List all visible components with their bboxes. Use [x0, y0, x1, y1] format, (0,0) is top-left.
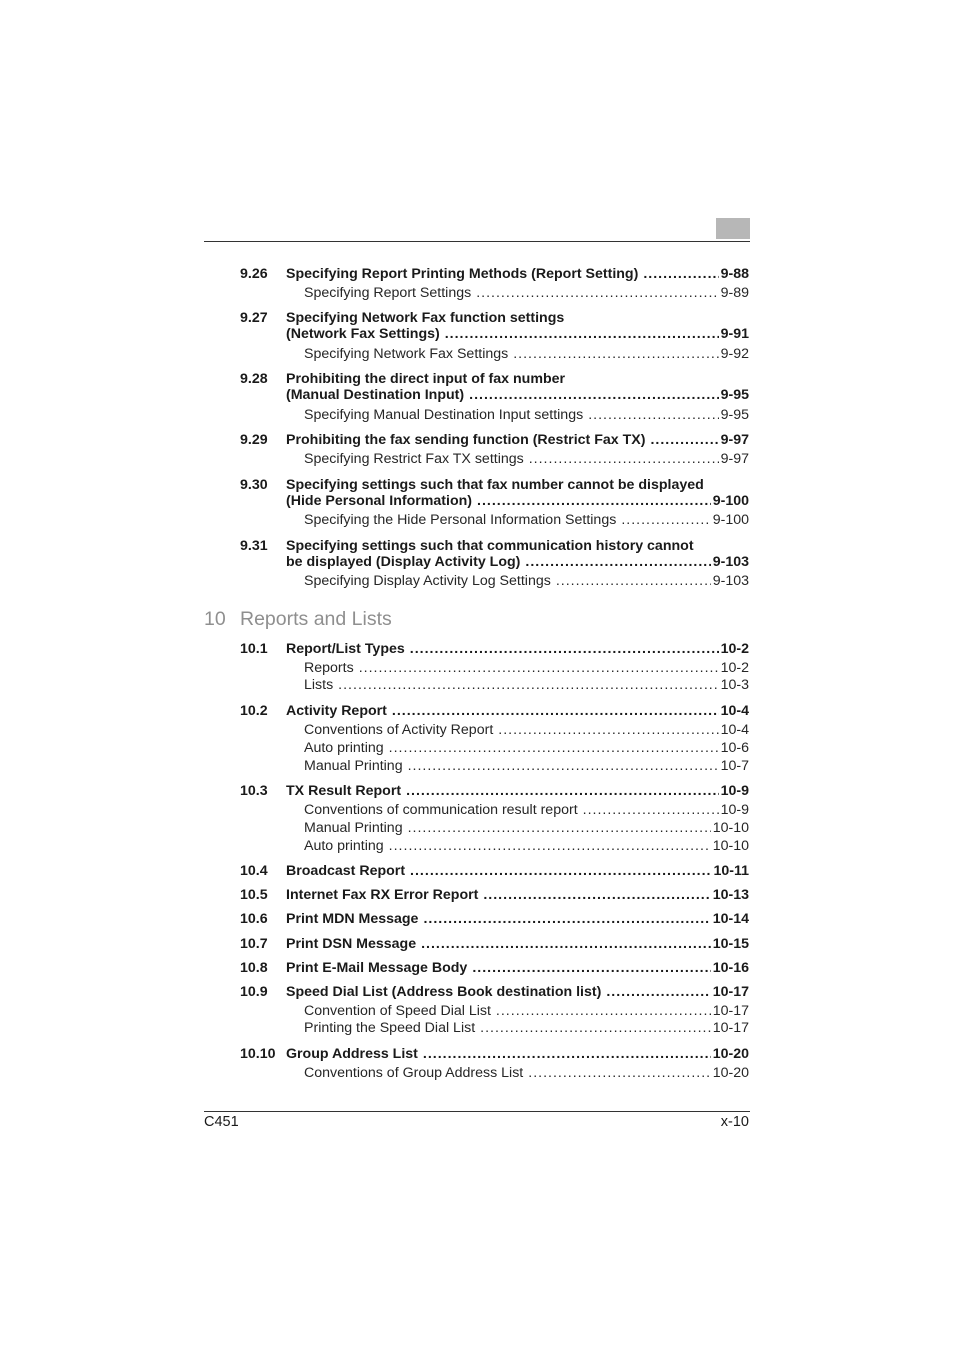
toc-entry[interactable]: [286, 863, 749, 880]
dot-leader: [389, 740, 719, 757]
toc-subentry-page: 10-10: [712, 838, 749, 854]
toc-entry-title-line1[interactable]: Specifying settings such that communication history cannot: [286, 538, 694, 554]
dot-leader: [588, 407, 718, 424]
toc-entry-title: be displayed (Display Activity Log): [286, 554, 521, 570]
toc-entry-page: 10-20: [712, 1046, 749, 1062]
toc-subentry[interactable]: [304, 1020, 749, 1037]
toc-entry-title-line1[interactable]: Specifying settings such that fax number cannot be displayed: [286, 477, 704, 493]
toc-entry-title: (Network Fax Settings): [286, 326, 440, 342]
dot-leader: [525, 554, 710, 571]
toc-subentry-title: Specifying Display Activity Log Settings: [304, 573, 551, 589]
toc-subentry[interactable]: [304, 660, 749, 677]
toc-subentry[interactable]: [304, 407, 749, 424]
toc-subentry-page: 9-95: [720, 407, 749, 423]
section-number: 10.4: [240, 863, 268, 879]
toc-subentry-title: Reports: [304, 660, 354, 676]
dot-leader: [469, 387, 718, 404]
toc-subentry-page: 10-17: [712, 1003, 749, 1019]
toc-entry-page: 10-2: [720, 641, 749, 657]
toc-subentry-title: Specifying Report Settings: [304, 285, 472, 301]
dot-leader: [621, 512, 710, 529]
dot-leader: [406, 783, 719, 800]
toc-entry-page: 9-97: [720, 432, 749, 448]
section-number: 10.7: [240, 936, 268, 952]
toc-entry[interactable]: [286, 493, 749, 510]
footer-model: C451: [204, 1114, 239, 1130]
toc-subentry-page: 9-97: [720, 451, 749, 467]
dot-leader: [477, 493, 711, 510]
toc-subentry-page: 9-103: [712, 573, 749, 589]
toc-entry[interactable]: [286, 1046, 749, 1063]
toc-entry-title: Report/List Types: [286, 641, 405, 657]
toc-subentry-title: Manual Printing: [304, 758, 403, 774]
toc-entry-page: 10-13: [712, 887, 749, 903]
toc-entry-title: Broadcast Report: [286, 863, 406, 879]
section-number: 10.2: [240, 703, 268, 719]
toc-entry-page: 9-88: [720, 266, 749, 282]
section-number: 10.3: [240, 783, 268, 799]
toc-entry-title: Specifying Report Printing Methods (Report Setting): [286, 266, 639, 282]
section-number: 9.27: [240, 310, 268, 326]
toc-entry[interactable]: [286, 641, 749, 658]
section-number: 10.6: [240, 911, 268, 927]
toc-entry-page: 9-103: [712, 554, 749, 570]
toc-subentry[interactable]: [304, 838, 749, 855]
dot-leader: [392, 703, 719, 720]
toc-entry[interactable]: [286, 984, 749, 1001]
dot-leader: [480, 1020, 711, 1037]
dot-leader: [528, 1065, 710, 1082]
toc-subentry[interactable]: [304, 346, 749, 363]
toc-subentry[interactable]: [304, 677, 749, 694]
toc-entry[interactable]: [286, 387, 749, 404]
toc-subentry-page: 10-17: [712, 1020, 749, 1036]
chapter-title: Reports and Lists: [240, 608, 392, 630]
toc-entry-title-line1[interactable]: Prohibiting the direct input of fax number: [286, 371, 566, 387]
section-number: 9.31: [240, 538, 268, 554]
dot-leader: [496, 1003, 711, 1020]
toc-subentry-title: Manual Printing: [304, 820, 403, 836]
toc-entry-title: Print MDN Message: [286, 911, 419, 927]
dot-leader: [423, 1046, 711, 1063]
toc-subentry-title: Conventions of communication result report: [304, 802, 578, 818]
toc-entry[interactable]: [286, 936, 749, 953]
toc-entry-title: Prohibiting the fax sending function (Restrict Fax TX): [286, 432, 646, 448]
section-number: 9.29: [240, 432, 268, 448]
toc-entry-title: Activity Report: [286, 703, 387, 719]
toc-subentry-page: 10-7: [720, 758, 749, 774]
toc-entry-page: 10-15: [712, 936, 749, 952]
toc-entry-title-line1[interactable]: Specifying Network Fax function settings: [286, 310, 565, 326]
toc-subentry-title: Specifying Manual Destination Input settings: [304, 407, 584, 423]
section-number: 10.8: [240, 960, 268, 976]
toc-subentry[interactable]: [304, 1003, 749, 1020]
toc-subentry-page: 9-100: [712, 512, 749, 528]
header-rule: [204, 241, 750, 242]
toc-entry-title: Internet Fax RX Error Report: [286, 887, 479, 903]
dot-leader: [408, 820, 711, 837]
header-tab-marker: [716, 218, 750, 239]
toc-entry-title: (Manual Destination Input): [286, 387, 465, 403]
toc-subentry-title: Specifying the Hide Personal Information Settings: [304, 512, 617, 528]
toc-subentry-title: Auto printing: [304, 838, 384, 854]
section-number: 9.28: [240, 371, 268, 387]
toc-entry[interactable]: [286, 703, 749, 720]
toc-entry-page: 10-4: [720, 703, 749, 719]
toc-subentry-title: Conventions of Group Address List: [304, 1065, 524, 1081]
toc-subentry-page: 10-4: [720, 722, 749, 738]
toc-subentry[interactable]: [304, 285, 749, 302]
toc-entry-title: (Hide Personal Information): [286, 493, 473, 509]
toc-subentry-page: 10-6: [720, 740, 749, 756]
dot-leader: [643, 266, 718, 283]
toc-subentry-page: 10-2: [720, 660, 749, 676]
toc-entry-title: Print E-Mail Message Body: [286, 960, 468, 976]
toc-entry-title: Print DSN Message: [286, 936, 417, 952]
section-number: 9.30: [240, 477, 268, 493]
toc-subentry[interactable]: [304, 802, 749, 819]
dot-leader: [583, 802, 719, 819]
toc-entry[interactable]: [286, 911, 749, 928]
dot-leader: [359, 660, 719, 677]
toc-entry[interactable]: [286, 960, 749, 977]
dot-leader: [410, 863, 711, 880]
dot-leader: [389, 838, 711, 855]
toc-subentry[interactable]: [304, 758, 749, 775]
dot-leader: [472, 960, 710, 977]
dot-leader: [483, 887, 710, 904]
toc-subentry[interactable]: [304, 740, 749, 757]
toc-subentry-title: Lists: [304, 677, 334, 693]
toc-subentry[interactable]: [304, 820, 749, 837]
toc-subentry-title: Convention of Speed Dial List: [304, 1003, 491, 1019]
toc-subentry[interactable]: [304, 512, 749, 529]
dot-leader: [556, 573, 711, 590]
toc-subentry[interactable]: [304, 722, 749, 739]
footer-page-number: x-10: [720, 1114, 749, 1130]
dot-leader: [338, 677, 718, 694]
toc-entry[interactable]: [286, 326, 749, 343]
dot-leader: [408, 758, 719, 775]
dot-leader: [529, 451, 719, 468]
dot-leader: [421, 936, 711, 953]
toc-entry-page: 9-95: [720, 387, 749, 403]
dot-leader: [476, 285, 718, 302]
dot-leader: [423, 911, 710, 928]
toc-entry-page: 10-11: [713, 863, 749, 879]
toc-entry-title: Speed Dial List (Address Book destination list): [286, 984, 602, 1000]
toc-subentry-title: Auto printing: [304, 740, 384, 756]
section-number: 10.5: [240, 887, 268, 903]
dot-leader: [498, 722, 718, 739]
dot-leader: [445, 326, 719, 343]
footer-rule: [204, 1111, 750, 1112]
section-number: 10.10: [240, 1046, 276, 1062]
toc-subentry-title: Specifying Network Fax Settings: [304, 346, 509, 362]
section-number: 10.1: [240, 641, 268, 657]
toc-entry-page: 10-9: [720, 783, 749, 799]
dot-leader: [410, 641, 719, 658]
toc-entry[interactable]: [286, 266, 749, 283]
toc-subentry-page: 9-89: [720, 285, 749, 301]
toc-subentry-title: Conventions of Activity Report: [304, 722, 494, 738]
toc-entry[interactable]: [286, 887, 749, 904]
toc-entry-page: 9-91: [720, 326, 749, 342]
toc-entry-title: TX Result Report: [286, 783, 402, 799]
toc-subentry-title: Printing the Speed Dial List: [304, 1020, 476, 1036]
dot-leader: [650, 432, 718, 449]
toc-entry[interactable]: [286, 554, 749, 571]
toc-entry[interactable]: [286, 432, 749, 449]
dot-leader: [513, 346, 718, 363]
toc-subentry-page: 10-3: [720, 677, 749, 693]
chapter-heading[interactable]: [204, 608, 392, 631]
toc-entry[interactable]: [286, 783, 749, 800]
toc-subentry-page: 10-10: [712, 820, 749, 836]
section-number: 9.26: [240, 266, 268, 282]
toc-subentry-page: 10-9: [720, 802, 749, 818]
toc-entry-page: 10-14: [712, 911, 749, 927]
toc-subentry-page: 9-92: [720, 346, 749, 362]
toc-entry-page: 10-16: [712, 960, 749, 976]
toc-subentry-title: Specifying Restrict Fax TX settings: [304, 451, 524, 467]
toc-subentry[interactable]: [304, 451, 749, 468]
toc-entry-title: Group Address List: [286, 1046, 418, 1062]
chapter-number: 10: [204, 608, 226, 630]
dot-leader: [606, 984, 710, 1001]
toc-subentry-page: 10-20: [712, 1065, 749, 1081]
toc-subentry[interactable]: [304, 1065, 749, 1082]
toc-entry-page: 9-100: [712, 493, 749, 509]
section-number: 10.9: [240, 984, 268, 1000]
toc-entry-page: 10-17: [712, 984, 749, 1000]
toc-subentry[interactable]: [304, 573, 749, 590]
